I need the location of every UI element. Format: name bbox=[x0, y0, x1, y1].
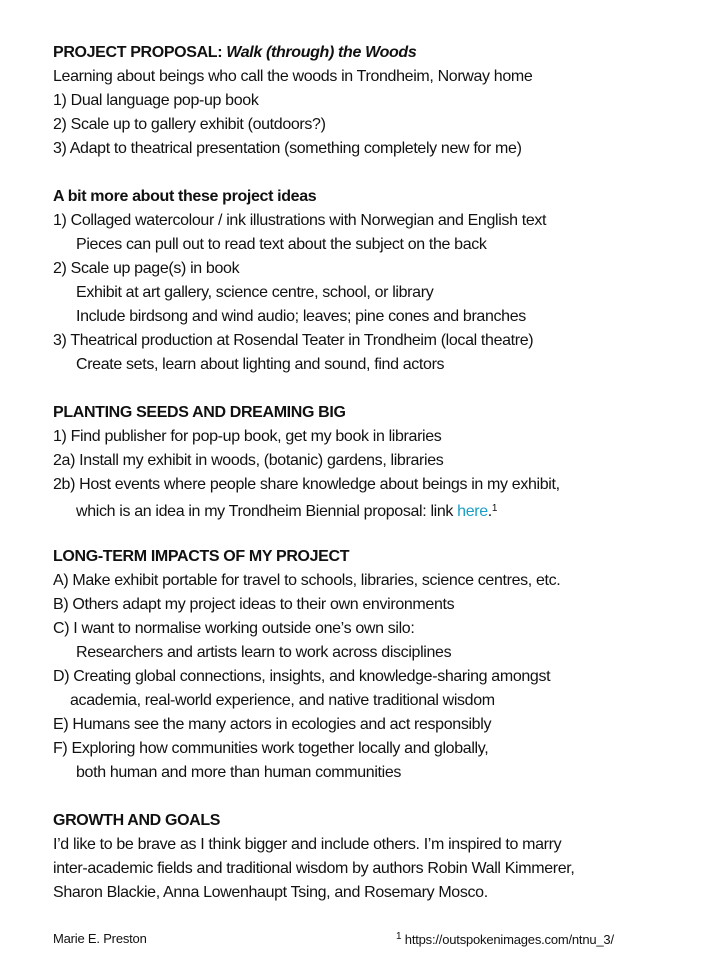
impacts-line: both human and more than human communities bbox=[76, 764, 402, 781]
ideas-line: 2) Scale up page(s) in book bbox=[53, 260, 240, 277]
impacts-line: C) I want to normalise working outside one’s own silo: bbox=[53, 620, 415, 637]
footnote-mark: 1 bbox=[396, 931, 402, 942]
seeds-line: 1) Find publisher for pop-up book, get my book in libraries bbox=[53, 428, 442, 445]
seeds-heading: PLANTING SEEDS AND DREAMING BIG bbox=[53, 404, 346, 421]
impacts-line: E) Humans see the many actors in ecologies and act responsibly bbox=[53, 716, 492, 733]
growth-line: I’d like to be brave as I think bigger and include others. I’m inspired to marry bbox=[53, 836, 562, 853]
proposal-heading bbox=[53, 41, 703, 65]
proposal-line: Learning about beings who call the woods in Trondheim, Norway home bbox=[53, 68, 533, 85]
ideas-line: Pieces can pull out to read text about the subject on the back bbox=[76, 236, 487, 253]
ideas-line: Include birdsong and wind audio; leaves; pine cones and branches bbox=[76, 308, 526, 325]
impacts-line: B) Others adapt my project ideas to their own environments bbox=[53, 596, 455, 613]
footnote-url: https://outspokenimages.com/ntnu_3/ bbox=[404, 932, 614, 947]
author-name: Marie E. Preston bbox=[53, 931, 147, 946]
seeds-line: 2b) Host events where people share knowledge about beings in my exhibit, bbox=[53, 476, 560, 493]
ideas-line: 1) Collaged watercolour / ink illustrations with Norwegian and English text bbox=[53, 212, 547, 229]
footnote-mark: 1 bbox=[491, 503, 498, 514]
seeds-line: 2a) Install my exhibit in woods, (botanic) gardens, libraries bbox=[53, 452, 444, 469]
heading-prefix: PROJECT PROPOSAL: bbox=[53, 44, 227, 61]
period: . bbox=[487, 503, 492, 520]
proposal-line: 1) Dual language pop-up book bbox=[53, 92, 259, 109]
growth-line: Sharon Blackie, Anna Lowenhaupt Tsing, and Rosemary Mosco. bbox=[53, 884, 488, 901]
ideas-line: Create sets, learn about lighting and sound, find actors bbox=[76, 356, 445, 373]
impacts-heading: LONG-TERM IMPACTS OF MY PROJECT bbox=[53, 548, 350, 565]
seeds-line-text: which is an idea in my Trondheim Biennial proposal: link bbox=[76, 503, 458, 520]
document-body bbox=[53, 41, 703, 905]
impacts-line: D) Creating global connections, insights, and knowledge-sharing amongst bbox=[53, 668, 551, 685]
impacts-line: academia, real-world experience, and native traditional wisdom bbox=[70, 692, 495, 709]
impacts-line: F) Exploring how communities work together locally and globally, bbox=[53, 740, 489, 757]
proposal-line: 3) Adapt to theatrical presentation (something completely new for me) bbox=[53, 140, 522, 157]
growth-line: inter-academic fields and traditional wisdom by authors Robin Wall Kimmerer, bbox=[53, 860, 575, 877]
ideas-heading: A bit more about these project ideas bbox=[53, 188, 317, 205]
here-link[interactable]: here bbox=[457, 503, 488, 520]
ideas-line: Exhibit at art gallery, science centre, school, or library bbox=[76, 284, 434, 301]
ideas-line: 3) Theatrical production at Rosendal Teater in Trondheim (local theatre) bbox=[53, 332, 534, 349]
project-title: Walk (through) the Woods bbox=[226, 44, 417, 61]
seeds-line bbox=[53, 497, 703, 521]
proposal-line: 2) Scale up to gallery exhibit (outdoors?) bbox=[53, 116, 326, 133]
footnote bbox=[396, 931, 614, 947]
impacts-line: Researchers and artists learn to work across disciplines bbox=[76, 644, 452, 661]
growth-heading: GROWTH AND GOALS bbox=[53, 812, 221, 829]
impacts-line: A) Make exhibit portable for travel to schools, libraries, science centres, etc. bbox=[53, 572, 561, 589]
